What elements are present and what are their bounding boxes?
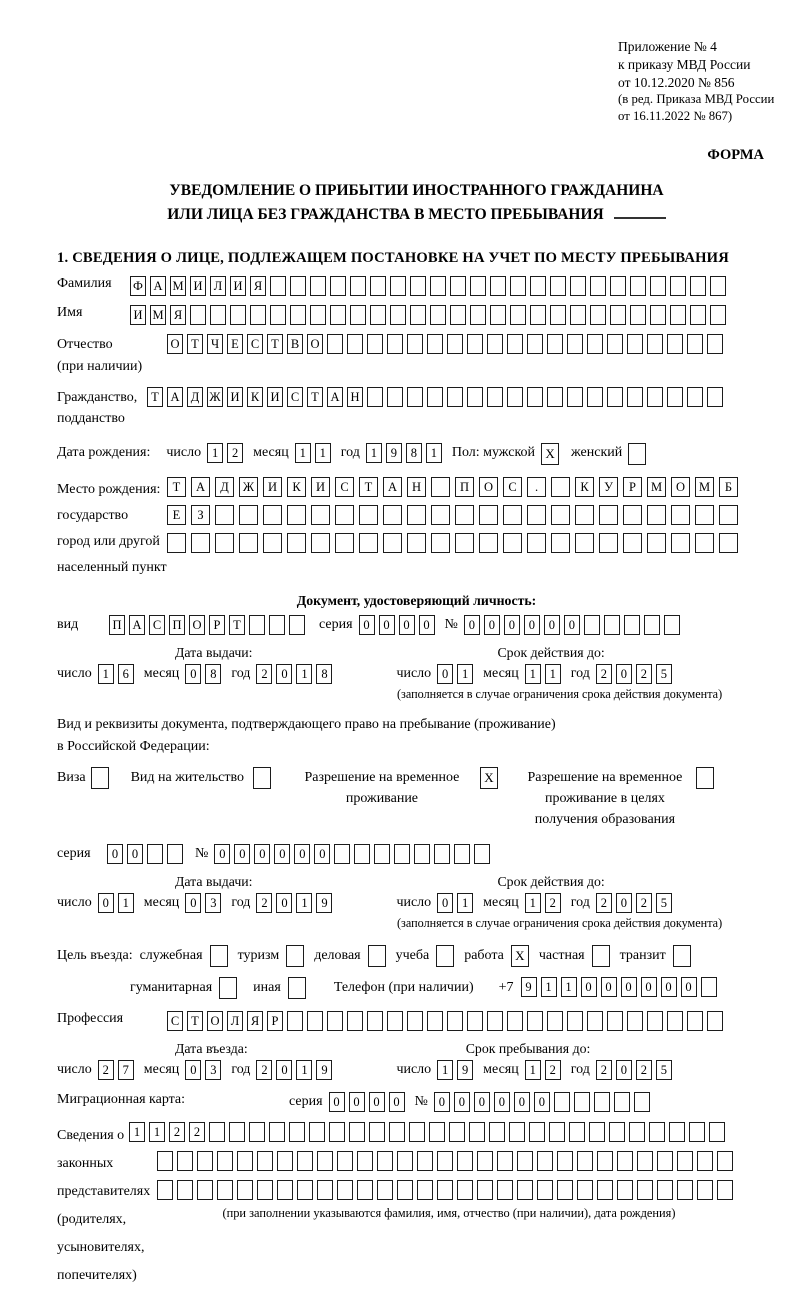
month-label: месяц: [143, 894, 180, 910]
firstname-row: [57, 305, 776, 325]
visa-checkbox[interactable]: [91, 767, 109, 789]
doc-series-cells[interactable]: 0 0 0 0: [359, 615, 435, 635]
purpose-transit-checkbox[interactable]: [673, 945, 691, 967]
migration-series-label: серия: [289, 1093, 323, 1109]
purpose-row: [57, 945, 776, 967]
purpose-humanitarian-label: гуманитарная: [130, 979, 213, 995]
temp-residence-option-label: Разрешение на временное проживание: [304, 769, 460, 806]
purpose-study-checkbox[interactable]: [436, 945, 454, 967]
purpose-private-label: частная: [538, 947, 585, 963]
day-label: число: [57, 666, 92, 682]
residence-expiry-day-cells[interactable]: 0 1: [437, 893, 473, 913]
residence-number-label: №: [195, 845, 209, 861]
month-label: месяц: [253, 444, 289, 460]
residence-issue-day-cells[interactable]: 0 1: [98, 893, 134, 913]
purpose-study-label: учеба: [395, 947, 430, 963]
migration-number-label: №: [414, 1093, 428, 1109]
day-label: число: [166, 444, 202, 460]
residence-doc-options: [57, 767, 776, 830]
month-label: месяц: [143, 666, 180, 682]
firstname-label: Имя: [57, 305, 83, 321]
purpose-work-label: работа: [464, 947, 504, 963]
day-label: число: [396, 894, 432, 910]
appendix-amendment-line: от 16.11.2022 № 867): [618, 109, 733, 124]
doc-issue-year-cells[interactable]: 2 0 1 8: [256, 664, 332, 684]
residence-permit-checkbox[interactable]: [253, 767, 271, 789]
doc-kind-cells[interactable]: П А С П О Р Т: [109, 615, 305, 635]
day-label: число: [396, 666, 432, 682]
citizenship-label: Гражданство, подданство: [57, 389, 138, 427]
purpose-private-checkbox[interactable]: [592, 945, 610, 967]
doc-issue-day-cells[interactable]: 1 6: [98, 664, 134, 684]
patronymic-cells[interactable]: О Т Ч Е С Т В О: [167, 334, 723, 354]
purpose-business-label: деловая: [314, 947, 361, 963]
purpose-other-checkbox[interactable]: [288, 977, 306, 999]
stay-month-cells[interactable]: 1 2: [525, 1060, 561, 1080]
birth-month-cells[interactable]: 1 1: [295, 443, 331, 463]
visa-option-label: Виза: [57, 769, 86, 785]
representatives-label: Сведения о законных представителях (родителях, усыновителях, попечителях): [57, 1127, 151, 1283]
doc-expiry-day-cells[interactable]: 0 1: [437, 664, 473, 684]
birth-place-cells-row1[interactable]: Т А Д Ж И К И С Т А Н П О С . К У Р М О М Б: [167, 477, 738, 497]
entry-date-heading: Дата въезда:: [175, 1040, 248, 1056]
birth-place-label: Место рождения: государство город или другой населенный пункт: [57, 481, 167, 575]
month-label: месяц: [483, 894, 519, 910]
purpose-label: Цель въезда:: [57, 947, 133, 963]
citizenship-cells[interactable]: Т А Д Ж И К И С Т А Н: [147, 387, 723, 407]
day-label: число: [57, 1061, 92, 1077]
profession-cells[interactable]: С Т О Л Я Р: [167, 1011, 723, 1031]
representatives-cells-row1[interactable]: 1 1 2 2: [129, 1122, 769, 1142]
purpose-row2: [130, 977, 776, 999]
doc-expiry-month-cells[interactable]: 1 1: [525, 664, 561, 684]
doc-number-label: №: [444, 617, 458, 633]
stay-until-heading: Срок пребывания до:: [465, 1040, 591, 1056]
temp-residence-edu-option-label: Разрешение на временное проживание в целях получения образования: [527, 769, 683, 827]
representatives-note: (при заполнении указываются фамилия, имя, отчество (при наличии), дата рождения): [222, 1205, 676, 1220]
representatives-cells-row3[interactable]: [157, 1180, 769, 1200]
firstname-cells[interactable]: И М Я: [130, 305, 726, 325]
year-label: год: [231, 894, 251, 910]
birth-date-row: [57, 443, 776, 465]
representatives-cells-block: [129, 1122, 769, 1221]
stay-day-cells[interactable]: 1 9: [437, 1060, 473, 1080]
purpose-business-checkbox[interactable]: [368, 945, 386, 967]
profession-row: [57, 1011, 776, 1031]
sex-male-checkbox[interactable]: X: [541, 443, 559, 465]
doc-series-label: серия: [319, 617, 353, 633]
purpose-tourism-checkbox[interactable]: [286, 945, 304, 967]
stay-year-cells[interactable]: 2 0 2 5: [596, 1060, 672, 1080]
year-label: год: [570, 1061, 590, 1077]
month-label: месяц: [483, 1061, 519, 1077]
residence-doc-intro: Вид и реквизиты документа, подтверждающего право на пребывание (проживание) в Российской Федерации:: [57, 717, 556, 755]
form-title: [57, 180, 776, 226]
birth-place-cells-row2[interactable]: Е З: [167, 505, 738, 525]
expiry-date-heading: Срок действия до:: [497, 645, 605, 661]
birth-place-cells-block: [167, 477, 738, 553]
year-label: год: [570, 894, 590, 910]
sex-male-label: Пол: мужской: [451, 444, 536, 460]
purpose-tourism-label: туризм: [237, 947, 280, 963]
purpose-work-checkbox[interactable]: X: [511, 945, 529, 967]
sex-female-checkbox[interactable]: [628, 443, 646, 465]
day-label: число: [396, 1061, 432, 1077]
surname-label: Фамилия: [57, 276, 112, 292]
forma-label: ФОРМА: [707, 147, 764, 164]
patronymic-row: [57, 334, 776, 377]
profession-label: Профессия: [57, 1010, 124, 1026]
identity-doc-dates: [57, 645, 776, 702]
identity-doc-row: [57, 615, 776, 635]
entry-month-cells[interactable]: 0 3: [185, 1060, 221, 1080]
birth-place-cells-row3[interactable]: [167, 533, 738, 553]
birth-year-cells[interactable]: 1 9 8 1: [366, 443, 442, 463]
appendix-line: Приложение № 4: [618, 39, 717, 54]
doc-expiry-year-cells[interactable]: 2 0 2 5: [596, 664, 672, 684]
phone-label: Телефон (при наличии): [333, 979, 474, 995]
phone-cells[interactable]: 9 1 1 0 0 0 0 0 0: [521, 977, 717, 997]
year-label: год: [231, 1061, 251, 1077]
year-label: год: [340, 444, 360, 460]
migration-card-label: Миграционная карта:: [57, 1091, 186, 1107]
purpose-humanitarian-checkbox[interactable]: [219, 977, 237, 999]
appendix-line: к приказу МВД России: [618, 56, 751, 72]
issue-date-heading: Дата выдачи:: [175, 873, 253, 889]
identity-doc-heading: Документ, удостоверяющий личность:: [296, 593, 537, 609]
title-blank-underline: [614, 203, 666, 219]
citizenship-row: [57, 387, 776, 430]
purpose-official-label: служебная: [139, 947, 203, 963]
patronymic-label: Отчество (при наличии): [57, 337, 143, 374]
year-label: год: [231, 666, 251, 682]
doc-kind-label: вид: [57, 617, 79, 633]
residence-permit-option-label: Вид на жительство: [130, 769, 244, 785]
residence-expiry-year-cells[interactable]: 2 0 2 5: [596, 893, 672, 913]
temp-residence-checkbox[interactable]: X: [480, 767, 498, 789]
migration-card-row: [57, 1092, 776, 1112]
representatives-block: [57, 1122, 776, 1290]
surname-cells[interactable]: Ф А М И Л И Я: [130, 276, 726, 296]
purpose-other-label: иная: [253, 979, 281, 995]
entry-dates: [57, 1041, 776, 1080]
migration-series-cells[interactable]: 0 0 0 0: [329, 1092, 405, 1112]
residence-series-label: серия: [57, 845, 91, 861]
day-label: число: [57, 894, 92, 910]
representatives-cells-row2[interactable]: [157, 1151, 769, 1171]
birth-place-row: [57, 477, 776, 581]
birth-day-cells[interactable]: 1 2: [207, 443, 243, 463]
entry-day-cells[interactable]: 2 7: [98, 1060, 134, 1080]
phone-prefix: +7: [498, 979, 514, 995]
migration-number-cells[interactable]: 0 0 0 0 0 0: [434, 1092, 650, 1112]
surname-row: [57, 276, 776, 296]
doc-issue-month-cells[interactable]: 0 8: [185, 664, 221, 684]
entry-year-cells[interactable]: 2 0 1 9: [256, 1060, 332, 1080]
residence-doc-dates: [57, 874, 776, 931]
expiry-note: (заполняется в случае ограничения срока действия документа): [397, 915, 723, 930]
appendix-reference: [618, 38, 800, 125]
purpose-official-checkbox[interactable]: [210, 945, 228, 967]
purpose-transit-label: транзит: [619, 947, 666, 963]
temp-residence-edu-checkbox[interactable]: [696, 767, 714, 789]
form-title-line2: ИЛИ ЛИЦА БЕЗ ГРАЖДАНСТВА В МЕСТО ПРЕБЫВАНИЯ: [57, 203, 776, 226]
month-label: месяц: [143, 1061, 180, 1077]
issue-date-heading: Дата выдачи:: [175, 645, 253, 661]
sex-female-label: женский: [571, 444, 623, 460]
form-title-line1: УВЕДОМЛЕНИЕ О ПРИБЫТИИ ИНОСТРАННОГО ГРАЖДАНИНА: [169, 182, 664, 200]
residence-number-cells[interactable]: 0 0 0 0 0 0: [214, 844, 490, 864]
expiry-note: (заполняется в случае ограничения срока действия документа): [397, 687, 723, 702]
expiry-date-heading: Срок действия до:: [497, 873, 605, 889]
residence-issue-year-cells[interactable]: 2 0 1 9: [256, 893, 332, 913]
year-label: год: [570, 666, 590, 682]
appendix-amendment-line: (в ред. Приказа МВД России: [618, 92, 775, 107]
section1-heading: 1. СВЕДЕНИЯ О ЛИЦЕ, ПОДЛЕЖАЩЕМ ПОСТАНОВКЕ НА УЧЕТ ПО МЕСТУ ПРЕБЫВАНИЯ: [57, 250, 729, 267]
residence-issue-month-cells[interactable]: 0 3: [185, 893, 221, 913]
appendix-line: от 10.12.2020 № 856: [618, 74, 735, 90]
residence-doc-series-row: [57, 844, 776, 864]
residence-expiry-month-cells[interactable]: 1 2: [525, 893, 561, 913]
doc-number-cells[interactable]: 0 0 0 0 0 0: [464, 615, 680, 635]
birth-date-label: Дата рождения:: [57, 444, 151, 460]
month-label: месяц: [483, 666, 519, 682]
residence-series-cells[interactable]: 0 0: [107, 844, 183, 864]
